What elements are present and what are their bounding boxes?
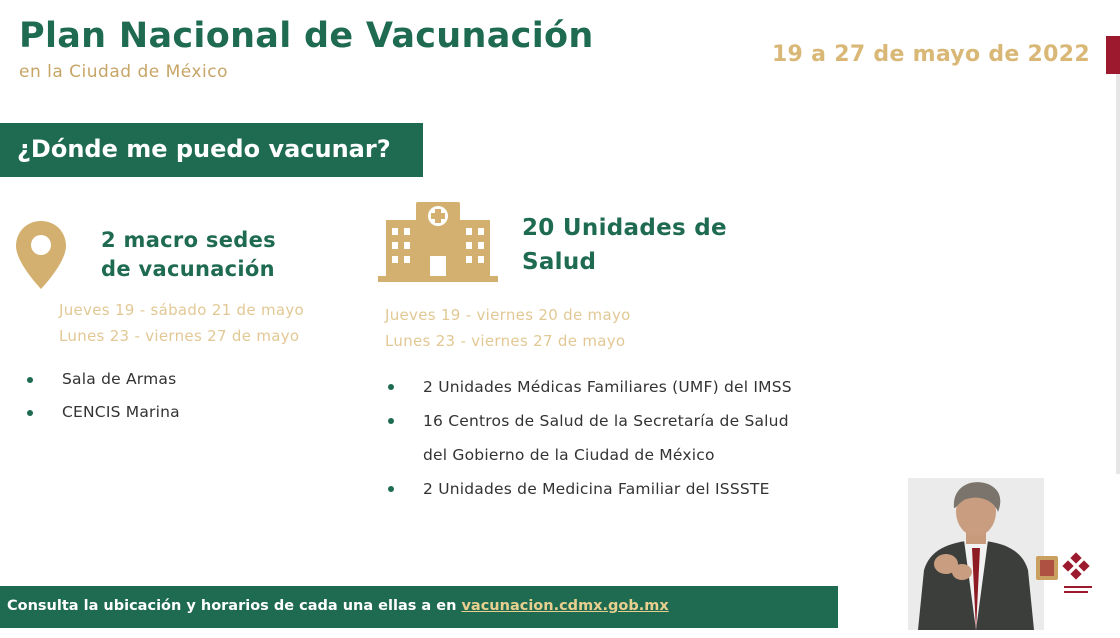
unidades-title-line2: Salud [522, 249, 597, 275]
list-item-text: 2 Unidades de Medicina Familiar del ISSSTE [423, 480, 770, 498]
bullet-icon [388, 384, 394, 390]
hospital-icon [378, 198, 498, 282]
list-item-text: 2 Unidades Médicas Familiares (UMF) del IMSS [423, 378, 792, 396]
list-item [22, 401, 342, 423]
page-subtitle: en la Ciudad de México [19, 62, 228, 82]
macro-sedes-title-line2: de vacunación [101, 257, 275, 281]
macro-sedes-title-line1: 2 macro sedes [101, 228, 276, 252]
list-item-text: CENCIS Marina [62, 403, 180, 421]
list-item-text: 16 Centros de Salud de la Secretaría de Salud [423, 412, 789, 430]
date-range: 19 a 27 de mayo de 2022 [771, 42, 1090, 67]
list-item [383, 472, 843, 506]
list-item-continuation [383, 438, 843, 472]
interpreter-figure [908, 478, 1044, 630]
unidades-dates [385, 302, 631, 354]
location-pin-icon [14, 219, 68, 291]
section-banner [0, 123, 423, 177]
page-title: Plan Nacional de Vacunación [19, 16, 594, 56]
footer-message: Consulta la ubicación y horarios de cada una ellas a en [7, 598, 462, 614]
unidades-title-line1: 20 Unidades de [522, 215, 727, 241]
government-logo-icon [1034, 550, 1096, 602]
macro-sedes-date-1: Jueves 19 - sábado 21 de mayo [59, 301, 305, 319]
macro-sedes-title [101, 226, 276, 284]
divider [1116, 74, 1120, 474]
bullet-icon [27, 410, 33, 416]
unidades-title [522, 211, 727, 279]
footer-link[interactable]: vacunacion.cdmx.gob.mx [461, 598, 669, 614]
unidades-list [383, 370, 843, 506]
footer-banner [0, 586, 838, 628]
list-item-text: Sala de Armas [62, 370, 177, 388]
macro-sedes-date-2: Lunes 23 - viernes 27 de mayo [59, 327, 300, 345]
bullet-icon [388, 486, 394, 492]
unidades-date-1: Jueves 19 - viernes 20 de mayo [385, 306, 631, 324]
bullet-icon [27, 377, 33, 383]
macro-sedes-dates [59, 297, 304, 349]
interpreter-video [908, 478, 1044, 630]
bullet-icon [388, 418, 394, 424]
macro-sedes-list [22, 368, 342, 434]
list-item [22, 368, 342, 390]
list-item [383, 404, 843, 438]
list-item-text: del Gobierno de la Ciudad de México [423, 446, 715, 464]
footer-text [7, 598, 669, 614]
list-item [383, 370, 843, 404]
accent-bar [1106, 36, 1120, 74]
section-title: ¿Dónde me puedo vacunar? [17, 135, 391, 163]
unidades-date-2: Lunes 23 - viernes 27 de mayo [385, 332, 626, 350]
